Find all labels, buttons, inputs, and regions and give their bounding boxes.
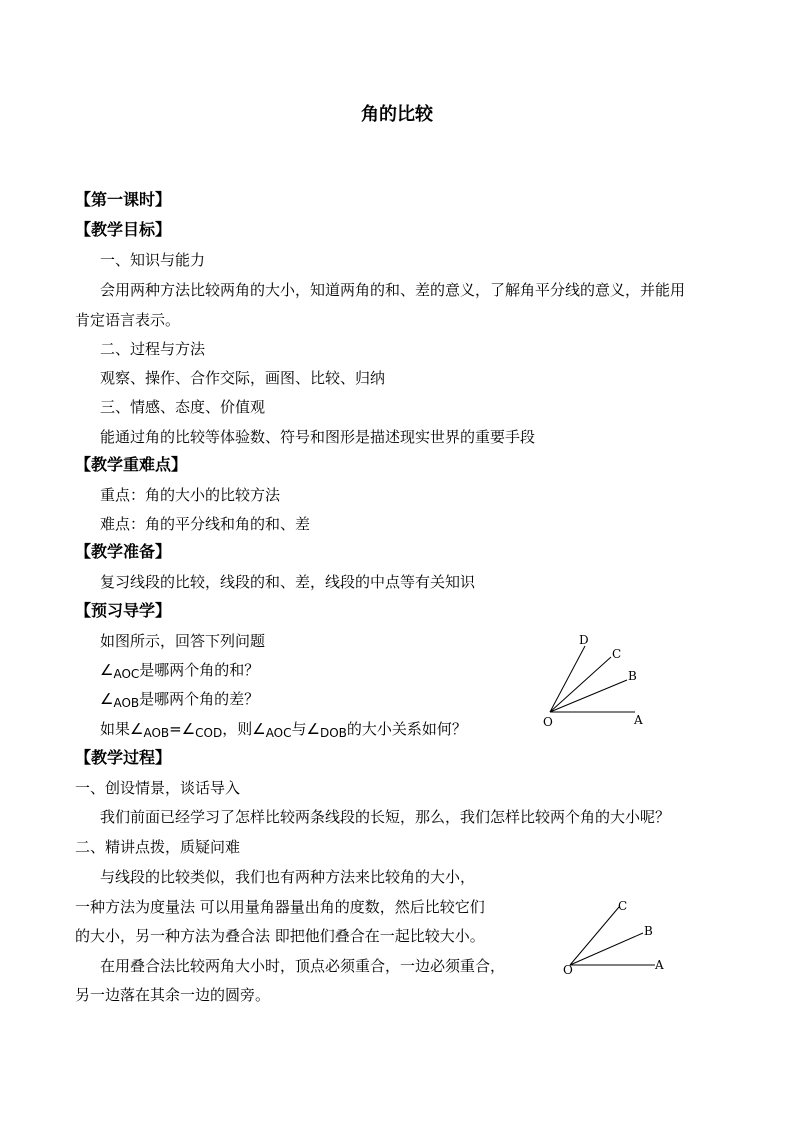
section-prep: 【教学准备】 (75, 542, 172, 561)
angle-figure-2 (555, 893, 675, 983)
question-text: 如果∠ (100, 720, 144, 738)
angle-name: AOB (143, 726, 170, 740)
preview-question-2 (100, 689, 259, 710)
process2-line4: 在用叠合法比较两角大小时，顶点必须重合，一边必须重合， (100, 957, 506, 975)
angle-name: DOB (319, 726, 347, 740)
page-title: 角的比较 (361, 104, 433, 125)
goal3-title: 三、情感、态度、价值观 (100, 398, 266, 416)
label-o: O (563, 963, 573, 977)
ray-ob (570, 933, 643, 965)
label-o: O (543, 715, 553, 729)
label-d: D (579, 633, 589, 647)
goal1-title: 一、知识与能力 (100, 251, 206, 269)
preview-intro: 如图所示，回答下列问题 (100, 632, 266, 650)
angle-name: COD (195, 726, 223, 740)
goal2-title: 二、过程与方法 (100, 340, 206, 358)
ray-oc (550, 657, 611, 712)
angle-symbol: ∠ (100, 661, 114, 679)
goal3-body: 能通过角的比较等体验数、符号和图形是描述现实世界的重要手段 (100, 428, 536, 446)
label-a: A (655, 958, 664, 972)
key-point: 重点：角的大小的比较方法 (100, 486, 281, 504)
ray-ob (550, 680, 627, 712)
label-b: B (644, 924, 653, 938)
section-lesson: 【第一课时】 (75, 190, 172, 209)
label-a: A (634, 713, 643, 727)
angle-name: AOC (265, 726, 292, 740)
angle-name: AOC (113, 667, 140, 681)
section-difficulty: 【教学重难点】 (75, 455, 188, 474)
angle-name: AOB (113, 696, 140, 710)
goal1-body-line1: 会用两种方法比较两角的大小，知道两角的和、差的意义，了解角平分线的意义，并能用 (100, 281, 686, 299)
section-process: 【教学过程】 (75, 748, 172, 767)
process2-line1: 与线段的比较类似，我们也有两种方法来比较角的大小， (100, 868, 476, 886)
ray-od (550, 646, 585, 712)
process1-body: 我们前面已经学习了怎样比较两条线段的长短，那么，我们怎样比较两个角的大小呢？ (100, 808, 671, 826)
prep-body: 复习线段的比较，线段的和、差，线段的中点等有关知识 (100, 573, 476, 591)
process2-line2: 一种方法为度量法 可以用量角器量出角的度数，然后比较它们 (75, 898, 485, 916)
preview-question-1 (100, 660, 259, 681)
preview-question-3 (100, 719, 467, 740)
label-b: B (628, 669, 637, 683)
section-goals: 【教学目标】 (75, 220, 172, 239)
question-text: 是哪两个角的和？ (139, 661, 260, 679)
process1-title: 一、创设情景，谈话导入 (75, 779, 241, 797)
question-text: 是哪两个角的差？ (139, 690, 260, 708)
process2-title: 二、精讲点拨，质疑问难 (75, 838, 241, 856)
hard-point: 难点：角的平分线和角的和、差 (100, 515, 311, 533)
process2-line3: 的大小，另一种方法为叠合法 即把他们叠合在一起比较大小。 (75, 927, 485, 945)
angle-symbol: ∠ (100, 690, 114, 708)
section-preview: 【预习导学】 (75, 601, 172, 620)
goal1-body-line2: 肯定语言表示。 (75, 311, 181, 329)
ray-oc (570, 907, 619, 965)
angle-figure-1 (535, 632, 655, 732)
label-c: C (612, 647, 622, 661)
question-text: ，则∠ (222, 720, 266, 738)
label-c: C (618, 899, 628, 913)
question-text: 的大小关系如何？ (346, 720, 467, 738)
goal2-body: 观察、操作、合作交际，画图、比较、归纳 (100, 369, 386, 387)
question-text: 与∠ (291, 720, 320, 738)
process2-line5: 另一边落在其余一边的圆旁。 (75, 986, 271, 1004)
question-text: =∠ (169, 720, 196, 738)
